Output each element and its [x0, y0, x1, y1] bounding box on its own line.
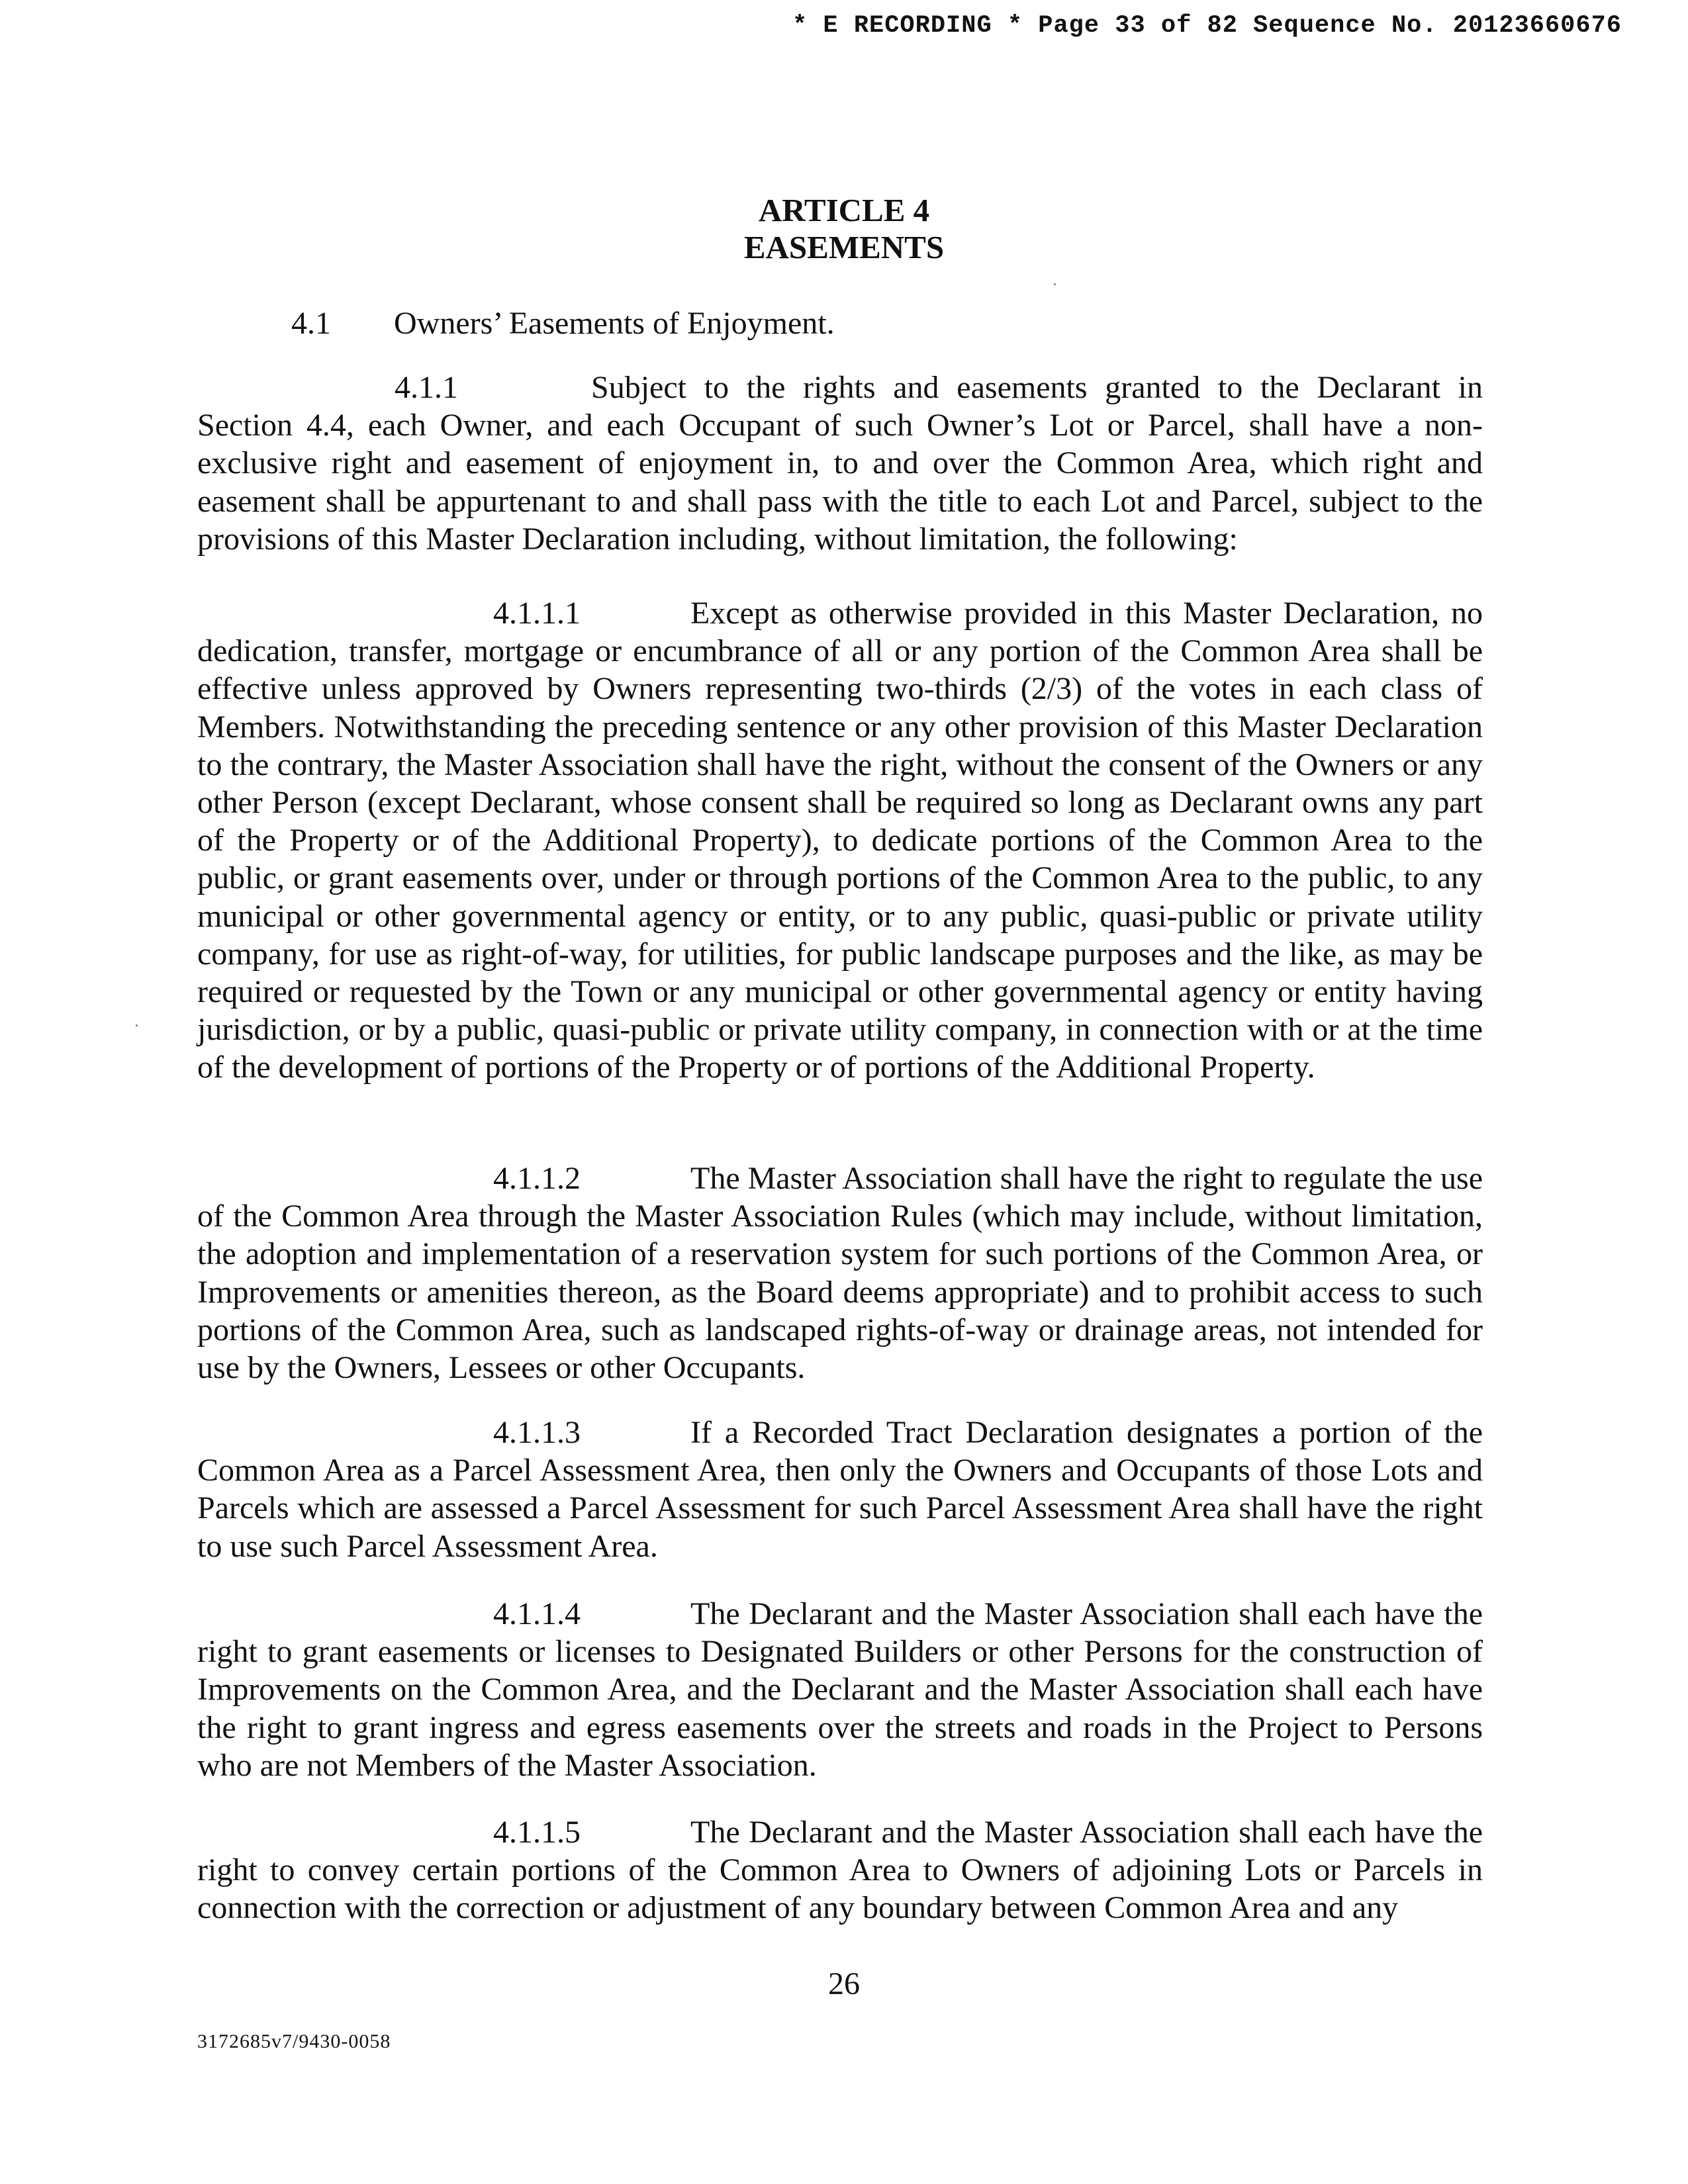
paragraph-4-1-1 [197, 369, 1483, 558]
paragraph-number: 4.1.1.3 [493, 1415, 581, 1450]
recording-header: * E RECORDING * Page 33 of 82 Sequence No. 20123660676 [792, 12, 1622, 40]
paragraph-4-1-1-5 [197, 1813, 1483, 1927]
paragraph-4-1-1-4 [197, 1595, 1483, 1784]
paragraph-4-1-1-2 [197, 1160, 1483, 1387]
paragraph-number: 4.1.1.1 [493, 596, 581, 631]
paragraph-number: 4.1.1.4 [493, 1596, 581, 1631]
paragraph-text: If a Recorded Tract Declaration designates a portion of the Common Area as a Parcel Assessment Area, then only the Owners and Occupants of those Lots and Parcels which are assessed a Parcel Assessment for such Parcel Assessment Area shall have the right to use such Parcel Assessment Area. [197, 1415, 1483, 1564]
document-id: 3172685v7/9430-0058 [197, 2030, 391, 2052]
scan-speck [1054, 283, 1056, 285]
paragraph-text: Subject to the rights and easements granted to the Declarant in Section 4.4, each Owner, and each Occupant of such Owner’s Lot or Parcel, shall have a non-exclusive right and easement of enjoyment in, to and over the Common Area, which right and easement shall be appurtenant to and shall pass with the title to each Lot and Parcel, subject to the provisions of this Master Declaration including, without limitation, the following: [197, 370, 1483, 557]
section-4-1-heading [291, 304, 835, 343]
section-title: Owners’ Easements of Enjoyment. [394, 306, 835, 341]
section-number: 4.1 [291, 306, 331, 341]
scan-speck [136, 1024, 138, 1026]
article-heading [0, 192, 1688, 266]
paragraph-4-1-1-3 [197, 1414, 1483, 1565]
paragraph-text: The Declarant and the Master Association shall each have the right to convey certain portions of the Common Area to Owners of adjoining Lots or Parcels in connection with the correction or adjustment of any boundary between Common Area and any [197, 1815, 1483, 1926]
page-number: 26 [828, 1966, 860, 2001]
paragraph-number: 4.1.1.5 [493, 1815, 581, 1850]
paragraph-text: The Declarant and the Master Association shall each have the right to grant easements or licenses to Designated Builders or other Persons for the construction of Improvements on the Common Area, and the Declarant and the Master Association shall each have the right to grant ingress and egress easements over the streets and roads in the Project to Persons who are not Members of the Master Association. [197, 1596, 1483, 1783]
paragraph-number: 4.1.1 [395, 370, 458, 405]
paragraph-number: 4.1.1.2 [493, 1161, 581, 1196]
article-title: EASEMENTS [743, 229, 945, 265]
paragraph-4-1-1-1 [197, 594, 1483, 1087]
paragraph-text: The Master Association shall have the right to regulate the use of the Common Area through the Master Association Rules (which may include, without limitation, the adoption and implementation of a reservation system for such portions of the Common Area, or Improvements or amenities thereon, as the Board deems appropriate) and to prohibit access to such portions of the Common Area, such as landscaped rights-of-way or drainage areas, not intended for use by the Owners, Lessees or other Occupants. [197, 1161, 1483, 1386]
article-number: ARTICLE 4 [758, 192, 930, 228]
paragraph-text: Except as otherwise provided in this Master Declaration, no dedication, transfer, mortgage or encumbrance of all or any portion of the Common Area shall be effective unless approved by Owners representing two-thirds (2/3) of the votes in each class of Members. Notwithstanding the preceding sentence or any other provision of this Master Declaration to the contrary, the Master Association shall have the right, without the consent of the Owners or any other Person (except Declarant, whose consent shall be required so long as Declarant owns any part of the Property or of the Additional Property), to dedicate portions of the Common Area to the public, or grant easements over, under or through portions of the Common Area to the public, to any municipal or other governmental agency or entity, or to any public, quasi-public or private utility company, for use as right-of-way, for utilities, for public landscape purposes and the like, as may be required or requested by the Town or any municipal or other governmental agency or entity having jurisdiction, or by a public, quasi-public or private utility company, in connection with or at the time of the development of portions of the Property or of portions of the Additional Property. [197, 596, 1483, 1085]
